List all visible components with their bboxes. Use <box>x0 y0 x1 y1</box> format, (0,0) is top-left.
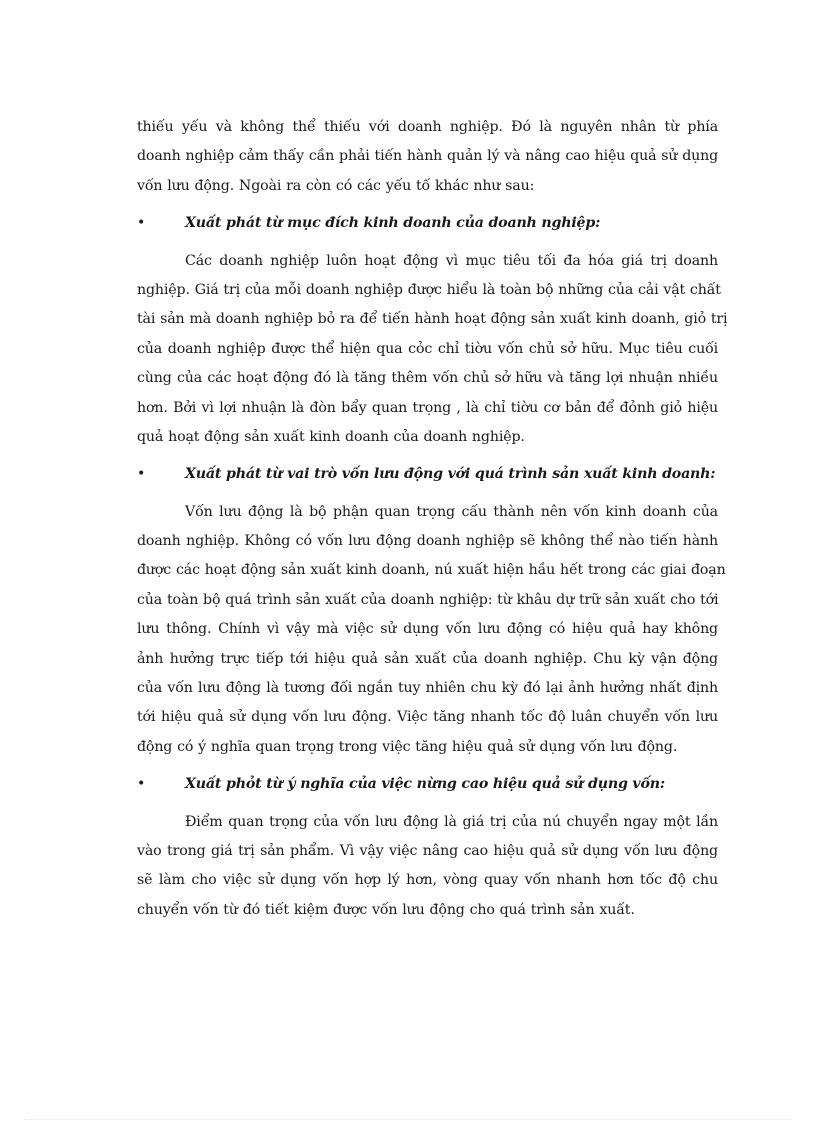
paragraph-line: của vốn lưu động là tương đối ngắn tuy nhiên chu kỳ đó lại ảnh hưởng nhất định <box>137 680 718 697</box>
paragraph-line: động có ý nghĩa quan trọng trong việc tăng hiệu quả sử dụng vốn lưu động. <box>137 738 678 755</box>
page-bottom-divider <box>24 1119 792 1120</box>
paragraph-line: hơn. Bởi vì lợi nhuận là đòn bẩy quan trọng , là chỉ tiờu cơ bản để đỏnh giỏ hiệu <box>137 399 718 416</box>
bullet-heading-text: Xuất phỏt từ ý nghĩa của việc nừng cao hiệu quả sử dụng vốn: <box>185 776 665 793</box>
paragraph-line: doanh nghiệp. Không có vốn lưu động doanh nghiệp sẽ không thể nào tiến hành <box>137 533 718 550</box>
bullet-icon: • <box>137 215 146 232</box>
bullet-heading-3 <box>137 770 718 799</box>
paragraph-line: doanh nghiệp cảm thấy cần phải tiến hành quản lý và nâng cao hiệu quả sử dụng <box>137 148 719 165</box>
paragraph-2 <box>137 498 726 763</box>
paragraph-line: chuyển vốn từ đó tiết kiệm được vốn lưu động cho quá trình sản xuất. <box>137 901 635 918</box>
bullet-icon: • <box>137 776 146 793</box>
paragraph-1 <box>137 247 728 453</box>
paragraph-line: sẽ làm cho việc sử dụng vốn hợp lý hơn, vòng quay vốn nhanh hơn tốc độ chu <box>137 872 718 889</box>
paragraph-3 <box>137 808 718 926</box>
paragraph-line: vốn lưu động. Ngoài ra còn có các yếu tố khác như sau: <box>137 177 535 194</box>
paragraph-line: lưu thông. Chính vì vậy mà việc sử dụng vốn lưu động có hiệu quả hay không <box>137 621 718 638</box>
paragraph-line: cùng của các hoạt động đó là tăng thêm vốn chủ sở hữu và tăng lợi nhuận nhiều <box>137 370 718 387</box>
paragraph-line: Vốn lưu động là bộ phận quan trọng cấu thành nên vốn kinh doanh của <box>185 503 718 520</box>
paragraph-line: của toàn bộ quá trình sản xuất của doanh nghiệp: từ khâu dự trữ sản xuất cho tới <box>137 591 719 608</box>
paragraph-line: ảnh hưởng trực tiếp tới hiệu quả sản xuất của doanh nghiệp. Chu kỳ vận động <box>137 650 718 667</box>
paragraph-line: quả hoạt động sản xuất kinh doanh của doanh nghiệp. <box>137 428 525 445</box>
bullet-heading-text: Xuất phát từ mục đích kinh doanh của doanh nghiệp: <box>185 215 601 232</box>
paragraph-line: Điểm quan trọng của vốn lưu động là giá trị của nú chuyển ngay một lần <box>185 813 718 830</box>
paragraph-line: tới hiệu quả sử dụng vốn lưu động. Việc tăng nhanh tốc độ luân chuyển vốn lưu <box>137 709 718 726</box>
paragraph-line: thiếu yếu và không thể thiếu với doanh nghiệp. Đó là nguyên nhân từ phía <box>137 119 718 135</box>
paragraph-line: tài sản mà doanh nghiệp bỏ ra để tiến hành hoạt động sản xuất kinh doanh, giỏ trị <box>137 311 728 328</box>
paragraph-line: được các hoạt động sản xuất kinh doanh, nú xuất hiện hầu hết trong các giai đoạn <box>137 562 726 579</box>
document-page <box>137 113 728 925</box>
bullet-heading-1 <box>137 209 718 238</box>
paragraph-intro <box>137 113 718 201</box>
bullet-heading-text: Xuất phát từ vai trò vốn lưu động với quá trình sản xuất kinh doanh: <box>185 466 716 483</box>
paragraph-line: nghiệp. Giá trị của mỗi doanh nghiệp được hiểu là toàn bộ những của cải vật chất <box>137 281 721 298</box>
paragraph-line: của doanh nghiệp được thể hiện qua cỏc chỉ tiờu vốn chủ sở hữu. Mục tiêu cuối <box>137 340 718 357</box>
paragraph-line: Các doanh nghiệp luôn hoạt động vì mục tiêu tối đa hóa giá trị doanh <box>185 252 718 269</box>
bullet-heading-2 <box>137 460 718 489</box>
paragraph-line: vào trong giá trị sản phẩm. Vì vậy việc nâng cao hiệu quả sử dụng vốn lưu động <box>137 842 718 859</box>
bullet-icon: • <box>137 466 146 483</box>
